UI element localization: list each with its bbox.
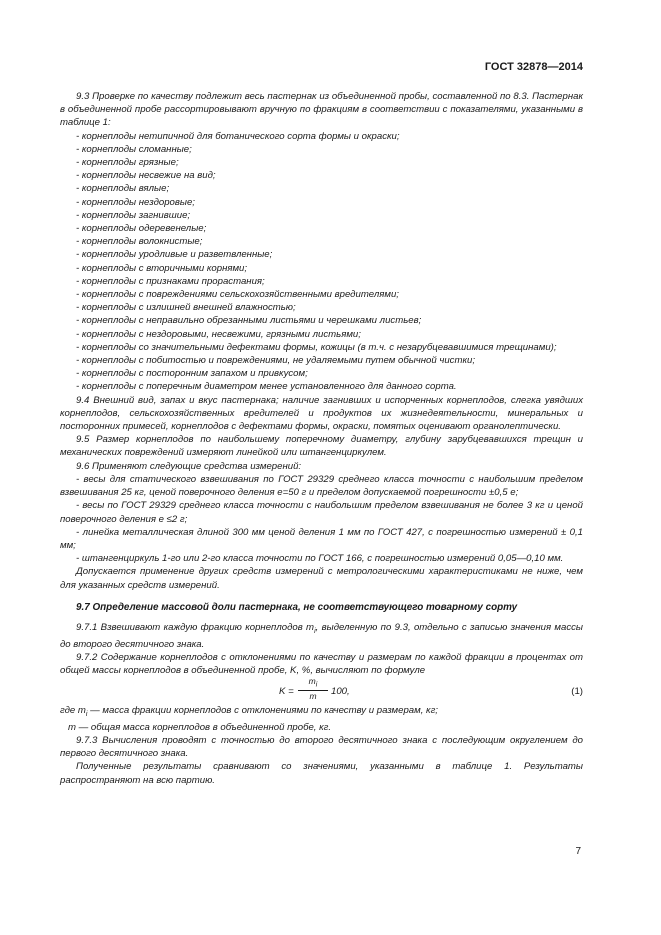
paragraph-9-5: 9.5 Размер корнеплодов по наибольшему поперечному диаметру, глубину зарубцевавшихся трещин и механических повреждений измеряют линейкой или штангенциркулем. <box>60 434 583 459</box>
list-item: - корнеплоды с повреждениями сельскохозяйственными вредителями; <box>76 289 399 301</box>
paragraph-9-7-1: 9.7.1 Взвешивают каждую фракцию корнеплодов $m_i$, выделенную по 9.3, отдельно с записью значения массы до второго десятичного знака. <box>60 621 583 651</box>
formula-rhs: 100, <box>331 685 350 697</box>
where-clause-1: где $m_i$ — масса фракции корнеплодов с отклонениями по качеству и размерам, кг; <box>60 704 438 718</box>
formula-1 <box>60 675 583 703</box>
paragraph-9-4: 9.4 Внешний вид, запах и вкус пастернака; наличие загнивших и испорченных корнеплодов, слегка увядших корнеплодов, сельскохозяйственных вредителей и продуктов их жизнедеятельности, минеральных и посторонних примесей, корнеплодов с дефектами формы, окраски, помятых оценивают органолептически. <box>60 394 583 433</box>
paragraph-results: Полученные результаты сравнивают со значениями, указанными в таблице 1. Результаты распространяют на всю партию. <box>60 761 583 786</box>
instrument-item: - линейка металлическая длиной 300 мм ценой деления 1 мм по ГОСТ 427, с погрешностью измерений ± 0,1 мм; <box>60 526 583 551</box>
where-clause-2: m — общая масса корнеплодов в объединенной пробе, кг. <box>68 721 332 733</box>
list-item: - корнеплоды загнившие; <box>76 209 191 221</box>
list-item: - корнеплоды с неправильно обрезанными листьями и черешками листьев; <box>76 315 422 327</box>
fraction-list <box>60 130 583 394</box>
list-item: - корнеплоды нетипичной для ботанического сорта формы и окраски; <box>76 130 400 142</box>
instrument-item: - весы для статического взвешивания по ГОСТ 29329 среднего класса точности с наибольшим пределом взвешивания 25 кг, ценой поверочного деления e=50 г и пределом допускаемой погрешности ±0,5 e; <box>60 473 583 499</box>
paragraph-9-3: 9.3 Проверке по качеству подлежит весь пастернак из объединенной пробы, составленной по 8.3. Пастернак в объединенной пробе рассортировывают вручную по фракциям в соответствии с показателями, указанными в таблице 1: <box>60 91 583 129</box>
list-item: - корнеплоды с признаками прорастания; <box>76 275 265 287</box>
list-item: - корнеплоды с излишней внешней влажностью; <box>76 302 296 314</box>
formula-numerator: $m_i$ <box>298 676 328 692</box>
formula-lhs: K = <box>279 685 294 697</box>
paragraph-9-7-2: 9.7.2 Содержание корнеплодов с отклонениями по качеству и размерам по каждой фракции в процентах от общей массы корнеплодов в объединенной пробе, K, %, вычисляют по формуле <box>60 652 583 677</box>
list-item: - корнеплоды грязные; <box>76 157 179 169</box>
list-item: - корнеплоды сломанные; <box>76 143 192 155</box>
list-item: - корнеплоды со значительными дефектами формы, кожицы (в т.ч. с незарубцевавшимися трещинами); <box>76 341 557 353</box>
list-item: - корнеплоды вялые; <box>76 183 170 195</box>
list-item: - корнеплоды с побитостью и повреждениями, не удаляемыми путем обычной чистки; <box>76 355 475 367</box>
list-item: - корнеплоды с вторичными корнями; <box>76 262 248 274</box>
equation-number: (1) <box>571 685 583 697</box>
paragraph-9-6-note: Допускается применение других средств измерений с метрологическими характеристиками не ниже, чем для указанных средств измерений. <box>60 566 583 591</box>
list-item: - корнеплоды нездоровые; <box>76 196 195 208</box>
list-item: - корнеплоды с нездоровыми, несвежими, грязными листьями; <box>76 328 361 340</box>
instrument-item: - весы по ГОСТ 29329 среднего класса точности с наибольшим пределом взвешивания не более 3 кг и ценой поверочного деления e ≤2 г; <box>60 500 583 525</box>
list-item: - корнеплоды волокнистые; <box>76 236 203 248</box>
list-item: - корнеплоды несвежие на вид; <box>76 170 216 182</box>
list-item: - корнеплоды уродливые и разветвленные; <box>76 249 273 261</box>
list-item: - корнеплоды одеревенелые; <box>76 223 207 235</box>
page-number: 7 <box>575 846 581 857</box>
paragraph-9-6: 9.6 Применяют следующие средства измерений: <box>76 460 302 472</box>
instrument-item: - штангенциркуль 1-го или 2-го класса точности по ГОСТ 166, с погрешностью измерений 0,05—0,10 мм. <box>76 553 564 565</box>
formula-fraction <box>298 676 328 702</box>
list-item: - корнеплоды с поперечным диаметром менее установленного для данного сорта. <box>76 381 457 393</box>
paragraph-9-7-3: 9.7.3 Вычисления проводят с точностью до второго десятичного знака с последующим округлением до первого десятичного знака. <box>60 734 583 760</box>
document-body <box>60 90 583 787</box>
document-header: ГОСТ 32878—2014 <box>484 61 583 73</box>
list-item: - корнеплоды с посторонним запахом и привкусом; <box>76 368 308 380</box>
section-heading-9-7: 9.7 Определение массовой доли пастернака, не соответствующего товарному сорту <box>76 601 518 613</box>
formula-denominator: m <box>309 691 317 702</box>
